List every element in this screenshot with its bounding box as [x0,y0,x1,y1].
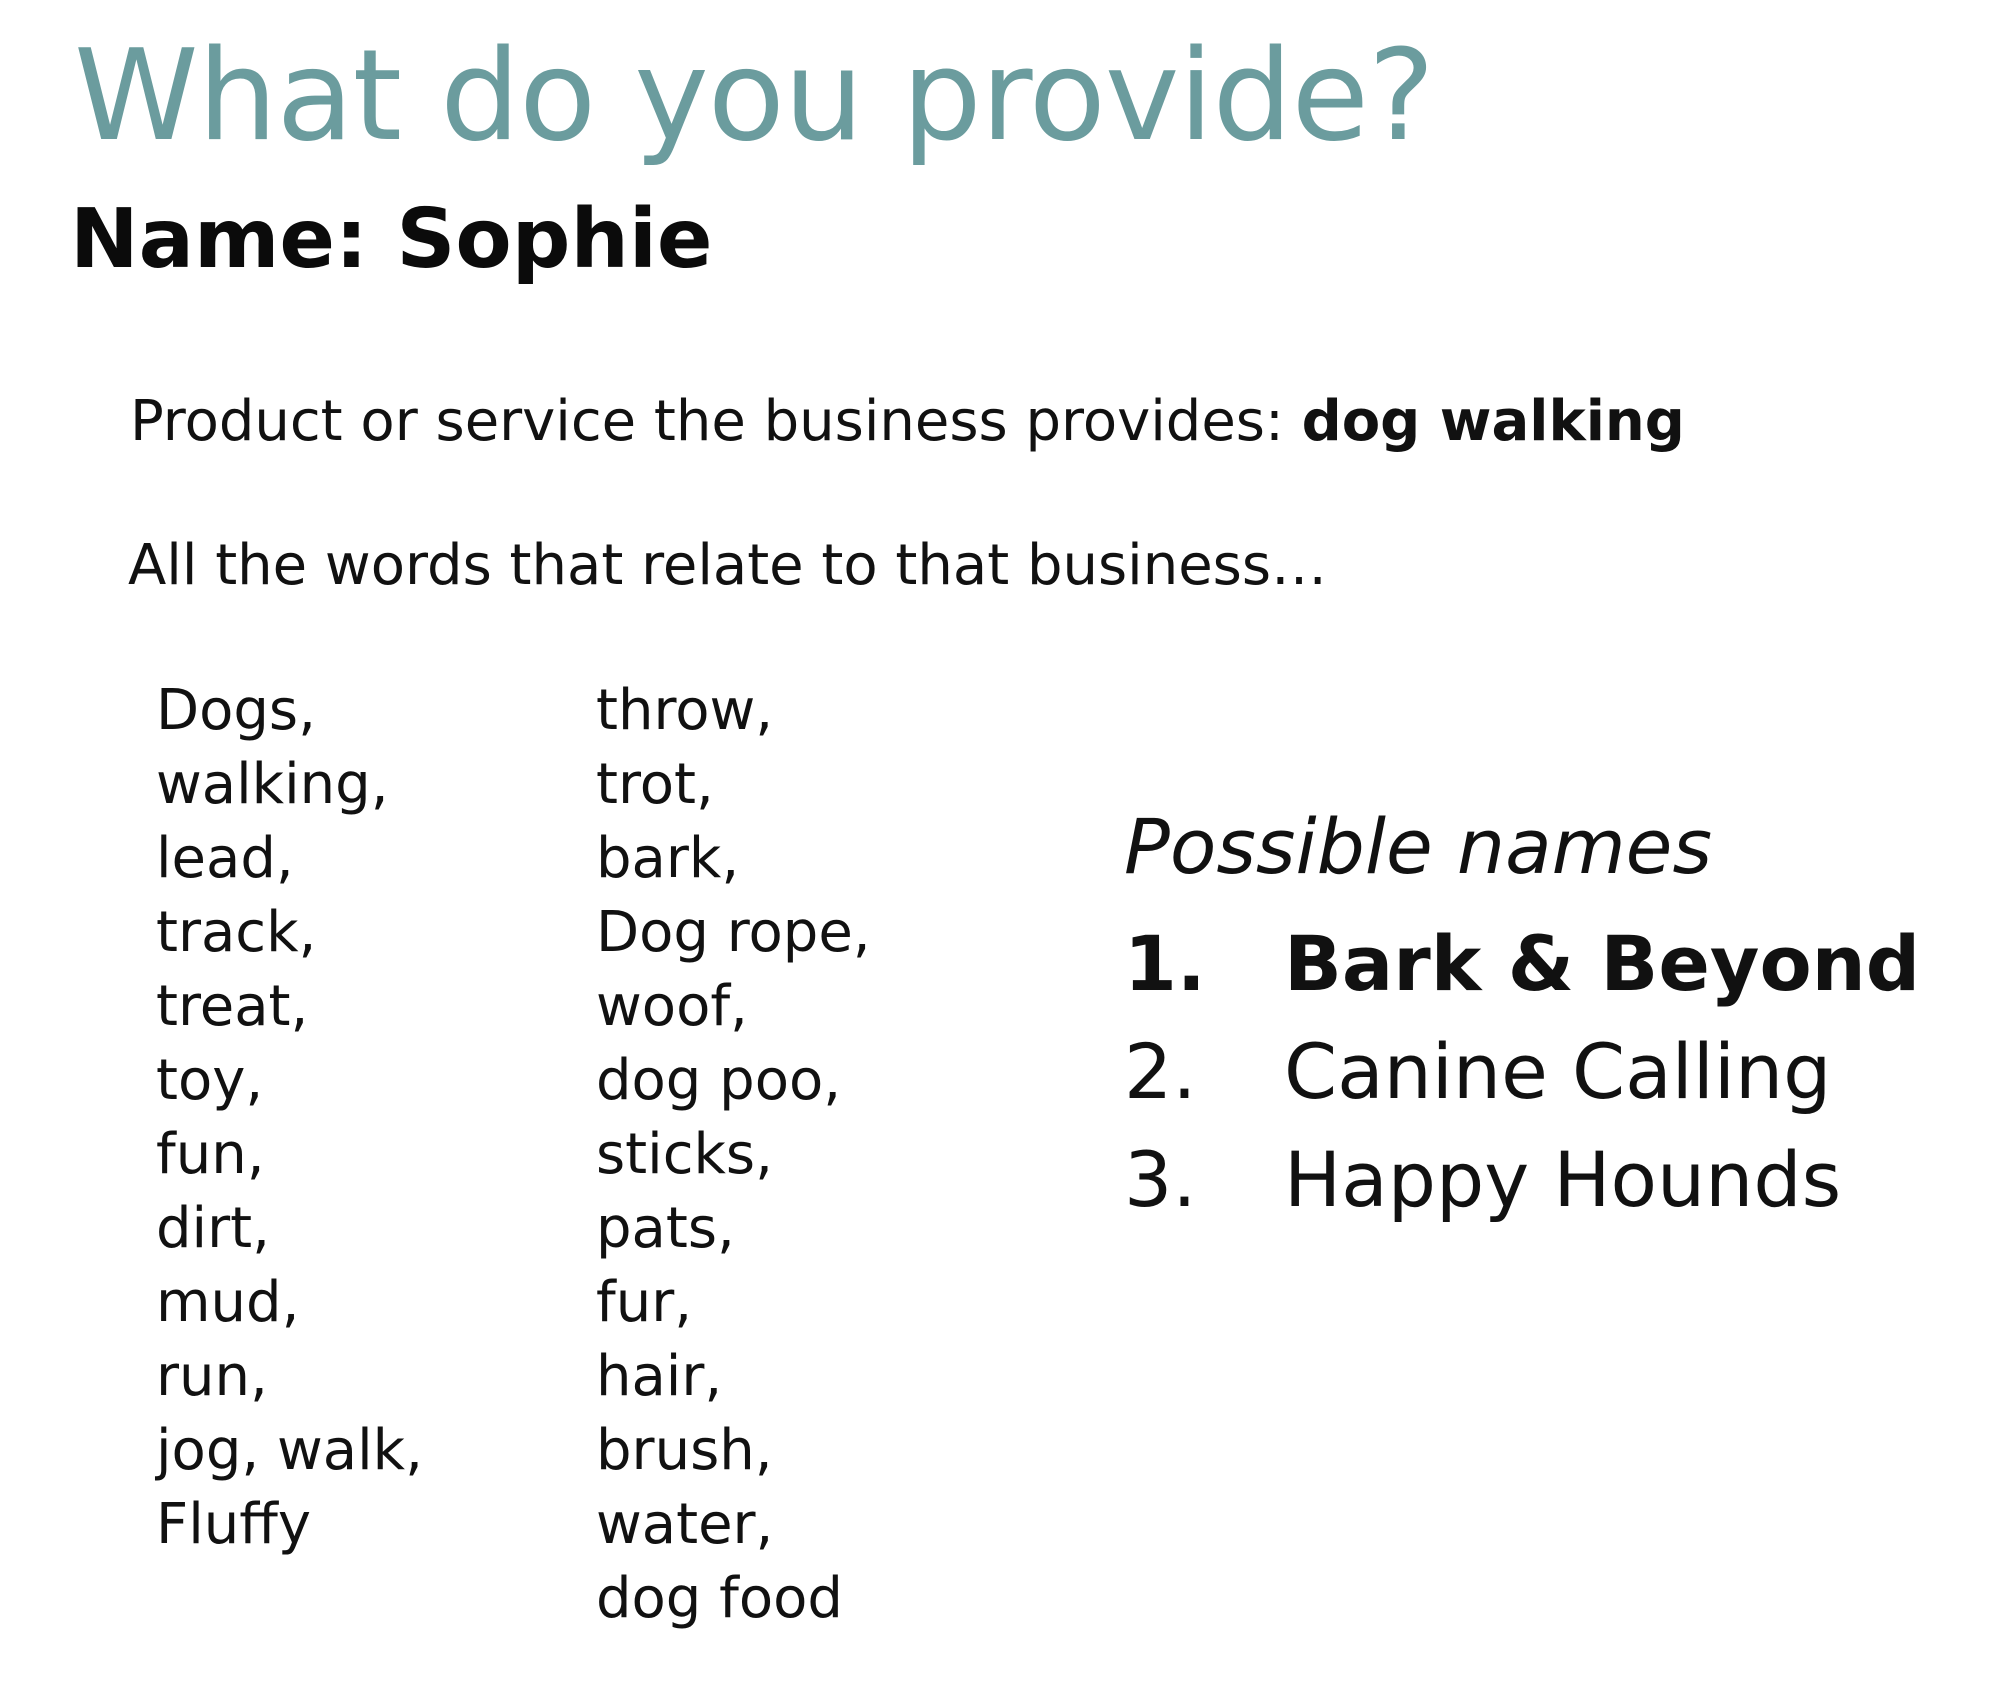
word-item: water, [596,1492,774,1557]
possible-name-number: 1. [1124,919,1206,1008]
word-item: jog, walk, [156,1418,423,1483]
student-name: Name: Sophie [70,192,713,287]
word-item: bark, [596,826,740,891]
possible-name-text: Canine Calling [1284,1027,1832,1116]
word-item: throw, [596,678,774,743]
word-item: mud, [156,1270,300,1335]
word-item: dog poo, [596,1048,842,1113]
product-label: Product or service the business provides: [130,389,1302,454]
word-item: trot, [596,752,714,817]
possible-name-item [1124,1126,1920,1234]
possible-name-item [1124,1018,1920,1126]
possible-name-number: 2. [1124,1027,1197,1116]
word-item: dirt, [156,1196,270,1261]
possible-name-text: Bark & Beyond [1284,919,1921,1008]
word-item: walking, [156,752,389,817]
word-item: fur, [596,1270,693,1335]
possible-names-list [1124,910,1920,1234]
word-item: brush, [596,1418,773,1483]
product-line [130,388,1685,455]
word-item: treat, [156,974,309,1039]
word-item: sticks, [596,1122,773,1187]
word-item: dog food [596,1566,843,1631]
word-item: fun, [156,1122,265,1187]
word-item: Dog rope, [596,900,871,965]
words-intro: All the words that relate to that business… [128,533,1328,598]
word-list-column-1 [156,674,423,1562]
word-list-column-2 [596,674,871,1636]
word-item: run, [156,1344,268,1409]
possible-name-text: Happy Hounds [1284,1135,1842,1224]
possible-name-item [1124,910,1920,1018]
possible-name-number: 3. [1124,1135,1197,1224]
word-item: lead, [156,826,294,891]
page-title: What do you provide? [74,22,1434,169]
possible-names-heading: Possible names [1124,802,1713,891]
word-item: toy, [156,1048,264,1113]
word-item: track, [156,900,317,965]
word-item: pats, [596,1196,735,1261]
product-value: dog walking [1301,389,1685,454]
word-item: hair, [596,1344,723,1409]
word-item: Fluffy [156,1492,311,1557]
word-item: Dogs, [156,678,316,743]
word-item: woof, [596,974,748,1039]
